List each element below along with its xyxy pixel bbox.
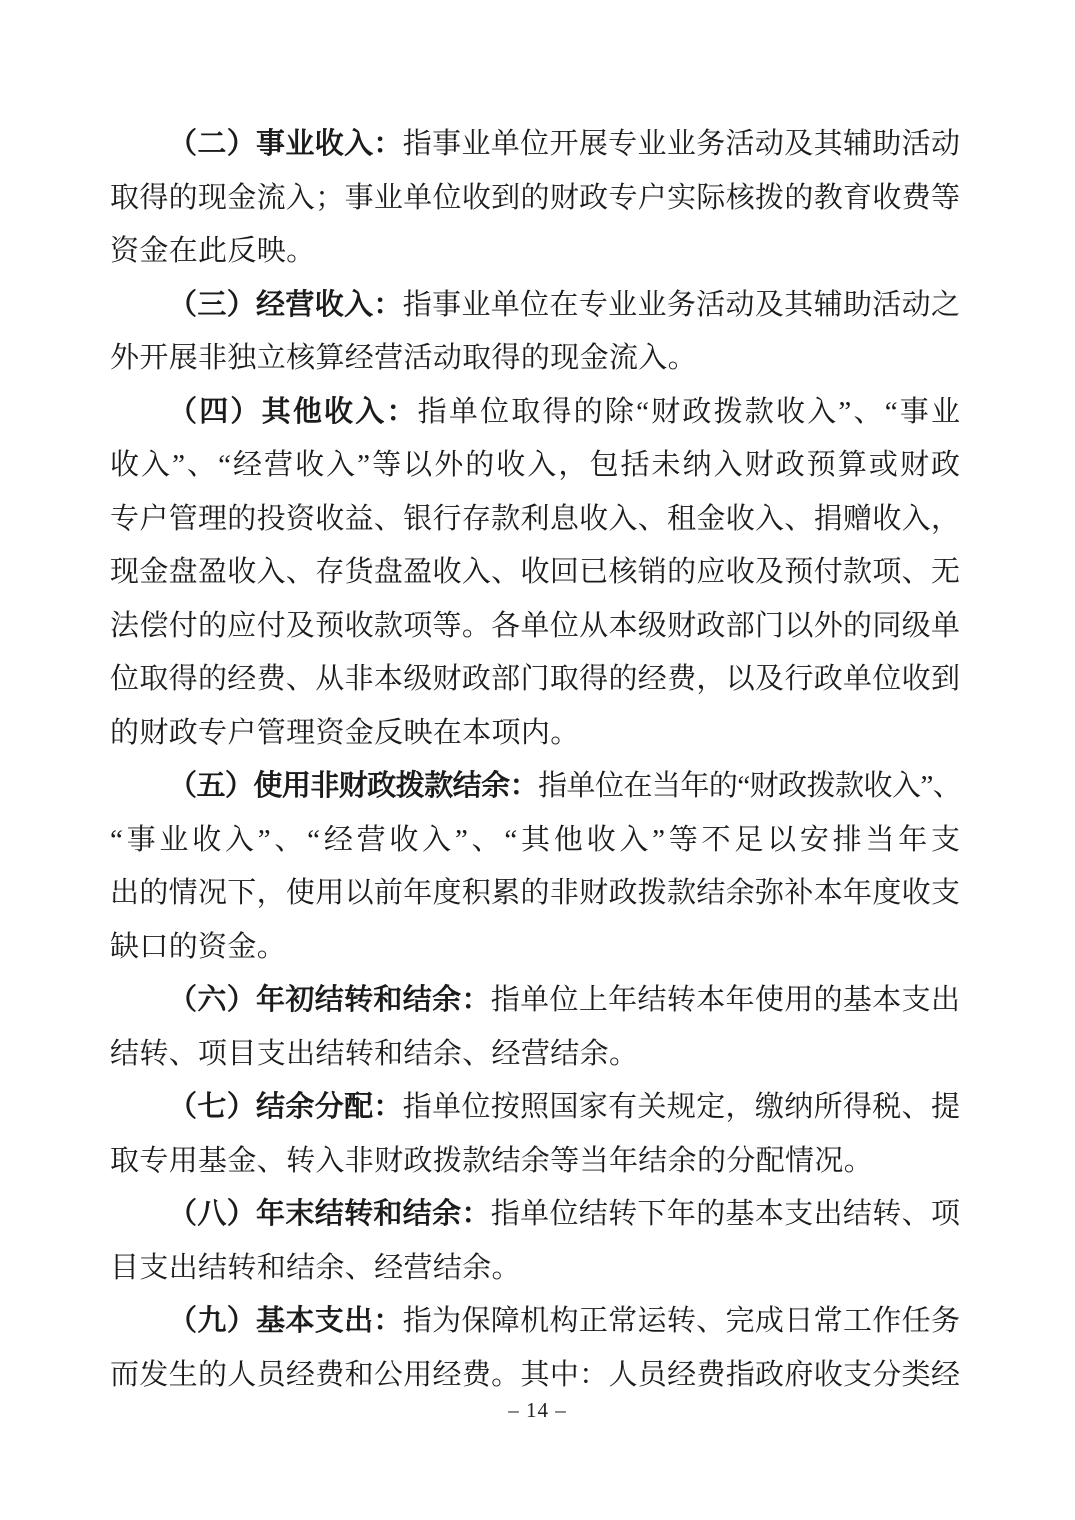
body-text: 结转、项目支出结转和结余、经营结余。 [110, 1037, 639, 1070]
body-text: 指为保障机构正常运转、完成日常工作任务 [402, 1305, 960, 1337]
body-text: 而发生的人员经费和公用经费。其中：人员经费指政府收支分类经 [110, 1358, 960, 1391]
body-text: 指单位上年结转本年使用的基本支出 [490, 984, 960, 1016]
body-text: 收入”、“经营收入”等以外的收入，包括未纳入财政预算或财政 [110, 449, 960, 481]
body-text: 外开展非独立核算经营活动取得的现金流入。 [110, 342, 698, 374]
text-line [110, 332, 960, 386]
body-text: 目支出结转和结余、经营结余。 [110, 1251, 521, 1284]
text-line [110, 974, 960, 1028]
body-text: 取得的现金流入；事业单位收到的财政专户实际核拨的教育收费等 [110, 181, 960, 214]
text-line [110, 653, 960, 707]
text-line [110, 1135, 960, 1189]
text-line [110, 118, 960, 172]
text-line [110, 1188, 960, 1242]
term-label: （五）使用非财政拨款结余： [168, 770, 539, 802]
body-text: 缺口的资金。 [110, 930, 287, 963]
term-label: （二）事业收入： [168, 128, 403, 160]
body-text: 指事业单位开展专业业务活动及其辅助活动 [402, 128, 960, 160]
body-text: 指事业单位在专业业务活动及其辅助活动之 [402, 288, 960, 321]
text-line [110, 1028, 960, 1082]
text-line [110, 921, 960, 975]
text-line [110, 1349, 960, 1403]
term-label: （八）年末结转和结余： [168, 1198, 491, 1230]
page-number: – 14 – [508, 1398, 567, 1422]
body-text: 指单位按照国家有关规定，缴纳所得税、提 [402, 1091, 960, 1123]
body-text: 法偿付的应付及预收款项等。各单位从本级财政部门以外的同级单 [110, 609, 960, 642]
text-line [110, 1242, 960, 1296]
term-label: （六）年初结转和结余： [168, 984, 491, 1016]
body-text: 专户管理的投资收益、银行存款利息收入、租金收入、捐赠收入， [110, 502, 960, 535]
term-label: （三）经营收入： [168, 288, 403, 321]
text-line [110, 1081, 960, 1135]
text-line [110, 814, 960, 868]
text-line [110, 172, 960, 226]
term-label: （七）结余分配： [168, 1091, 403, 1123]
text-line [110, 1295, 960, 1349]
body-text: 位取得的经费、从非本级财政部门取得的经费，以及行政单位收到 [110, 663, 960, 695]
body-text: 资金在此反映。 [110, 235, 316, 267]
body-text: “事业收入”、“经营收入”、“其他收入”等不足以安排当年支 [110, 823, 960, 856]
text-line [110, 707, 960, 761]
text-line [110, 493, 960, 547]
body-text: 指单位结转下年的基本支出结转、项 [490, 1198, 960, 1230]
body-text: 出的情况下，使用以前年度积累的非财政拨款结余弥补本年度收支 [110, 877, 960, 909]
text-line [110, 546, 960, 600]
body-text: 指单位取得的除“财政拨款收入”、“事业 [417, 395, 960, 428]
text-line [110, 867, 960, 921]
text-line [110, 760, 960, 814]
body-text: 指单位在当年的“财政拨款收入”、 [538, 770, 960, 802]
term-label: （九）基本支出： [168, 1305, 403, 1337]
text-line [110, 279, 960, 333]
text-line [110, 386, 960, 440]
text-line [110, 225, 960, 279]
text-line [110, 439, 960, 493]
page-body [110, 118, 960, 1402]
body-text: 的财政专户管理资金反映在本项内。 [110, 716, 580, 749]
term-label: （四）其他收入： [168, 395, 418, 428]
body-text: 现金盘盈收入、存货盘盈收入、收回已核销的应收及预付款项、无 [110, 556, 960, 588]
body-text: 取专用基金、转入非财政拨款结余等当年结余的分配情况。 [110, 1144, 874, 1177]
text-line [110, 600, 960, 654]
